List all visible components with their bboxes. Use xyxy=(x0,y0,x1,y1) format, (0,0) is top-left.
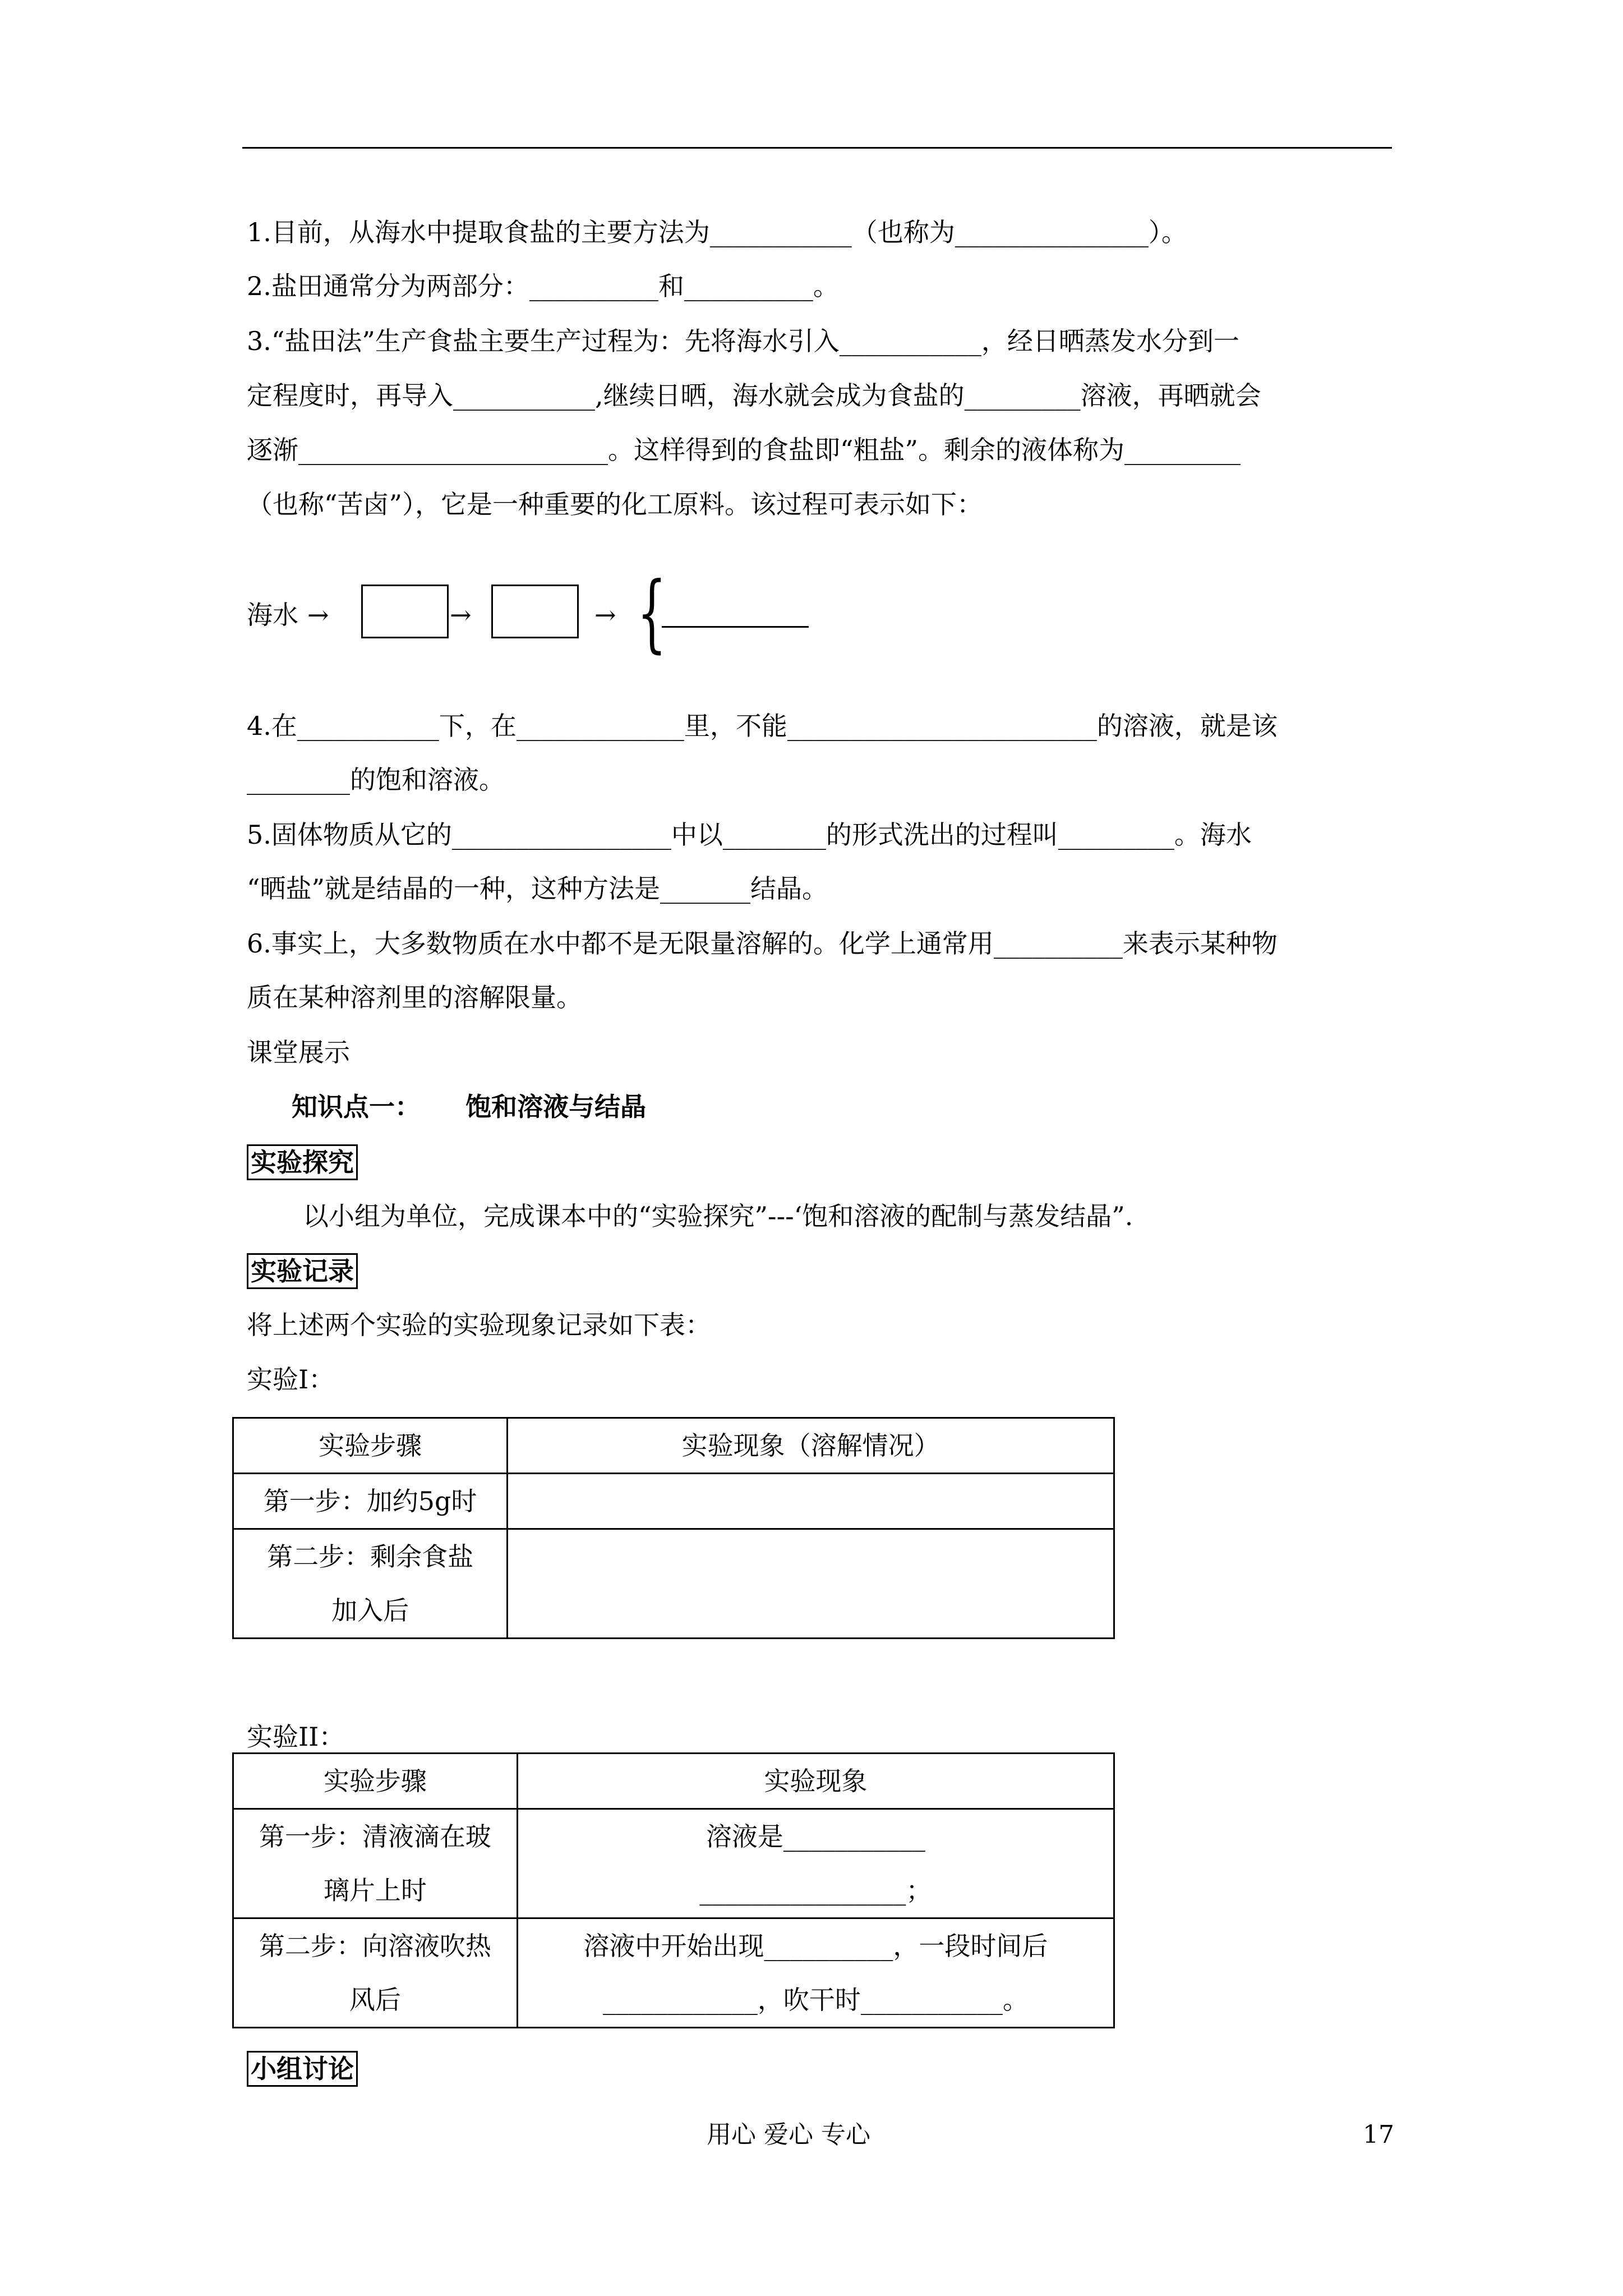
table-row xyxy=(233,1809,1114,1918)
experiment-record-text: 将上述两个实验的实验现象记录如下表： xyxy=(247,1310,711,1340)
flow-blank-line xyxy=(662,626,809,628)
group-discussion-label: 小组讨论 xyxy=(247,2051,358,2087)
question-3-line-3: 逐渐________________________。这样得到的食盐即“粗盐”。剩余的液体称为_________ xyxy=(247,435,1241,465)
experiment-2-title: 实验II： xyxy=(247,1722,345,1752)
observation-text-line: ____________，吹干时___________。 xyxy=(602,1985,1029,2015)
question-5-line-1: 5.固体物质从它的_________________中以________的形式洗出的过程叫_________。海水 xyxy=(247,820,1252,850)
table-header-cell: 实验步骤 xyxy=(233,1418,508,1474)
step-text-line: 加入后 xyxy=(331,1595,409,1626)
flow-arrow-3: → xyxy=(594,600,616,630)
observation-text-line: 溶液是___________ xyxy=(706,1821,925,1852)
experiment-record-label: 实验记录 xyxy=(247,1253,358,1289)
observation-text-line: 溶液中开始出现__________，一段时间后 xyxy=(583,1931,1048,1961)
page-number: 17 xyxy=(1363,2120,1394,2149)
section-class-show: 课堂展示 xyxy=(247,1037,350,1068)
question-1: 1.目前，从海水中提取食盐的主要方法为___________（也称为_______________）。 xyxy=(247,217,1187,247)
table-header-row xyxy=(233,1418,1114,1474)
question-6-line-2: 质在某种溶剂里的溶解限量。 xyxy=(247,982,582,1013)
observation-text-line: ________________； xyxy=(699,1875,932,1906)
question-4-line-1: 4.在___________下，在_____________里，不能________________________的溶液，就是该 xyxy=(247,711,1278,741)
observation-cell xyxy=(508,1474,1114,1529)
header-rule xyxy=(242,147,1392,149)
knowledge-point-heading: 知识点一： 饱和溶液与结晶 xyxy=(292,1092,647,1122)
table-row xyxy=(233,1529,1114,1639)
table-header-row xyxy=(233,1754,1114,1809)
step-cell xyxy=(233,1529,508,1639)
step-cell: 第一步：加约5g时 xyxy=(233,1474,508,1529)
step-text-line: 风后 xyxy=(349,1985,401,2015)
table-row xyxy=(233,1918,1114,2028)
flow-arrow-1: → xyxy=(307,600,329,630)
table-header-cell: 实验步骤 xyxy=(233,1754,518,1809)
table-header-cell: 实验现象 xyxy=(517,1754,1114,1809)
flow-brace: { xyxy=(637,564,667,662)
experiment-explore-text: 以小组为单位，完成课本中的“实验探究”---‘饱和溶液的配制与蒸发结晶”. xyxy=(303,1201,1133,1231)
experiment-1-title: 实验I： xyxy=(247,1364,335,1395)
table-header-cell: 实验现象（溶解情况） xyxy=(508,1418,1114,1474)
step-cell xyxy=(233,1809,518,1918)
step-text-line: 第一步：清液滴在玻 xyxy=(259,1821,491,1852)
question-3-line-2: 定程度时，再导入___________,继续日晒，海水就会成为食盐的_________溶液，再晒就会 xyxy=(247,380,1261,411)
flow-blank-box-1 xyxy=(361,585,449,638)
observation-cell xyxy=(517,1809,1114,1918)
question-4-line-2: ________的饱和溶液。 xyxy=(247,765,505,795)
table-row xyxy=(233,1474,1114,1529)
step-text-line: 第二步：向溶液吹热 xyxy=(259,1931,491,1961)
experiment-1-table xyxy=(232,1417,1115,1639)
flow-start-label: 海水 xyxy=(247,600,298,630)
flow-arrow-2: → xyxy=(450,600,472,630)
flow-blank-box-2 xyxy=(491,585,579,638)
question-2: 2.盐田通常分为两部分：__________和__________。 xyxy=(247,271,839,301)
step-text-line: 璃片上时 xyxy=(323,1875,427,1906)
step-cell xyxy=(233,1918,518,2028)
question-3-line-1: 3.“盐田法”生产食盐主要生产过程为：先将海水引入___________，经日晒蒸发水分到一 xyxy=(247,326,1239,356)
observation-cell xyxy=(508,1529,1114,1639)
question-5-line-2: “晒盐”就是结晶的一种，这种方法是_______结晶。 xyxy=(247,873,828,904)
observation-cell xyxy=(517,1918,1114,2028)
footer-slogan: 用心 爱心 专心 xyxy=(707,2120,870,2149)
question-3-line-4: （也称“苦卤”），它是一种重要的化工原料。该过程可表示如下： xyxy=(247,489,983,519)
experiment-2-table xyxy=(232,1752,1115,2028)
step-text-line: 第二步：剩余食盐 xyxy=(267,1542,474,1572)
experiment-explore-label: 实验探究 xyxy=(247,1144,358,1180)
question-6-line-1: 6.事实上，大多数物质在水中都不是无限量溶解的。化学上通常用__________来表示某种物 xyxy=(247,928,1278,959)
